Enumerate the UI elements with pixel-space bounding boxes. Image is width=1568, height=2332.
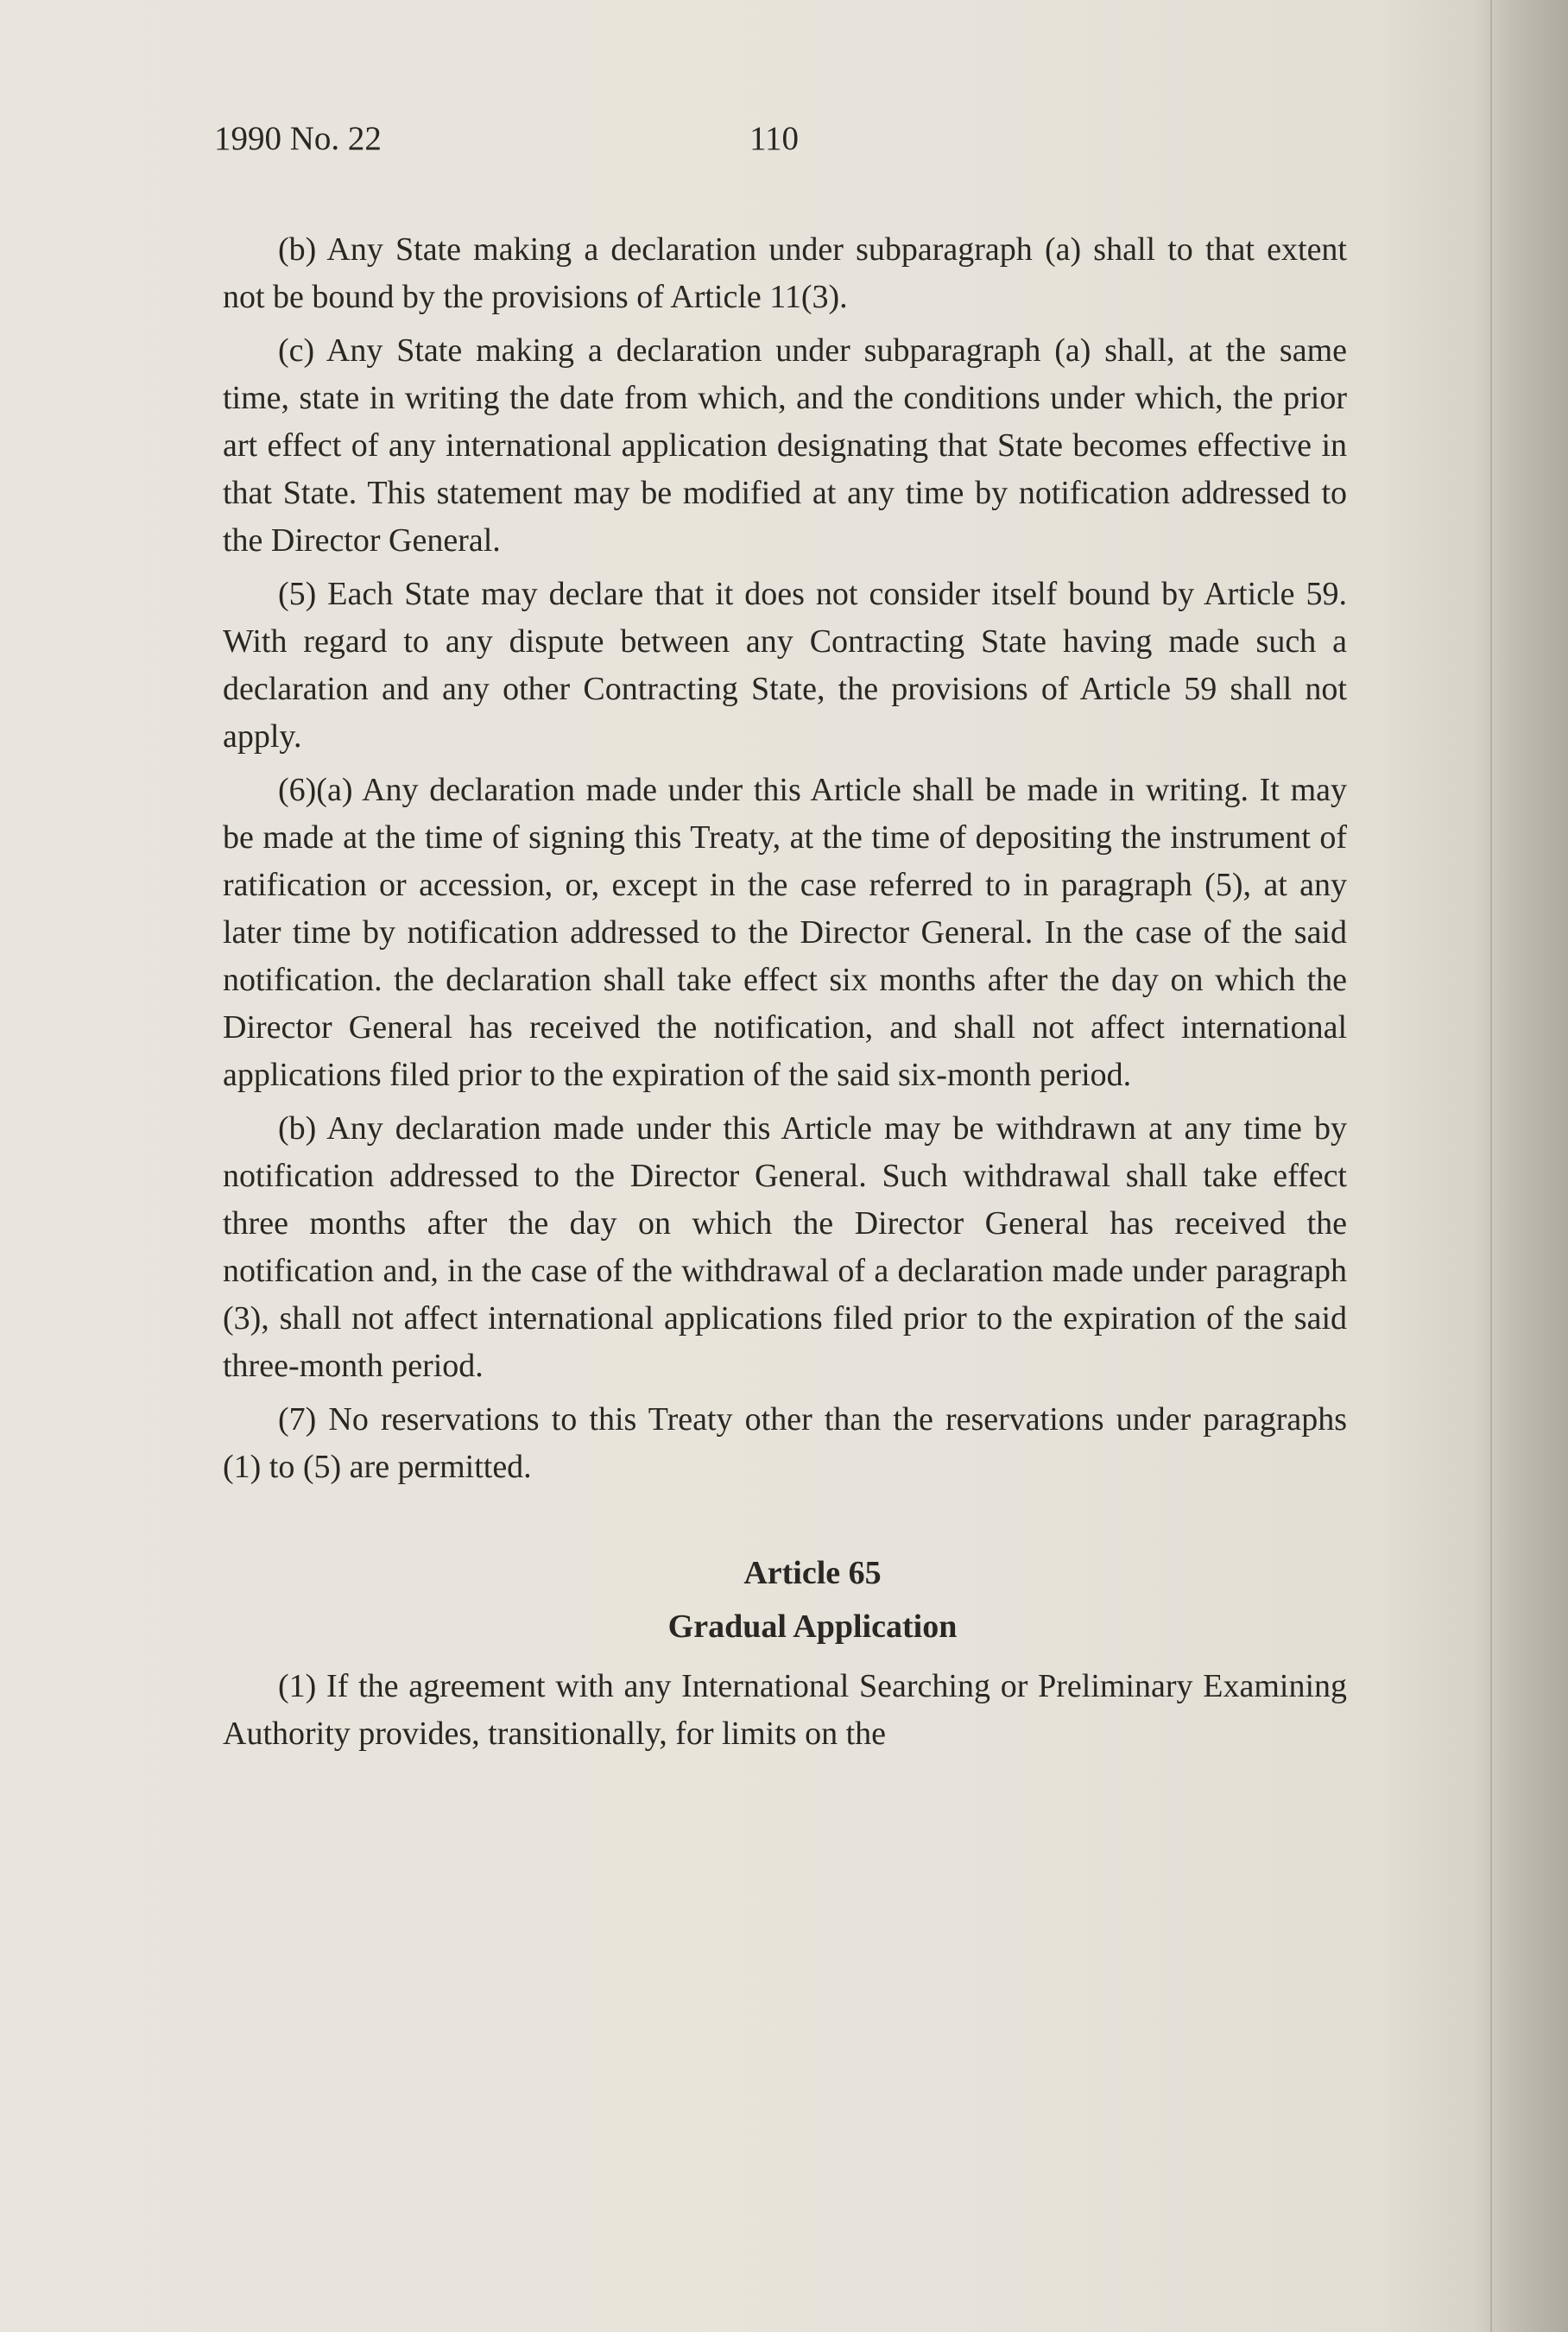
- paragraph-6a: (6)(a) Any declaration made under this Article shall be made in writing. It may be made at the time of signing this Treaty, at the time of depositing the instrument of ratification or accession, or, except in the case referred to in paragraph (5), at any later time by notification addressed to the Director General. In the case of the said notification. the declaration shall take effect six months after the day on which the Director General has received the notification, and shall not affect international applications filed prior to the expiration of the said six-month period.: [223, 772, 1347, 1093]
- article-65-paragraph-1: (1) If the agreement with any International Searching or Preliminary Examining Authority provides, transitionally, for limits on the: [223, 1668, 1347, 1752]
- paragraph-4b: (b) Any State making a declaration under subparagraph (a) shall to that extent not be bound by the provisions of Article 11(3).: [223, 231, 1347, 315]
- paragraph-4c: (c) Any State making a declaration under subparagraph (a) shall, at the same time, state in writing the date from which, and the conditions under which, the prior art effect of any international application designating that State becomes effective in that State. This statement may be modified at any time by notification addressed to the Director General.: [223, 332, 1347, 559]
- paragraph-7: (7) No reservations to this Treaty other than the reservations under paragraphs (1) to (5) are permitted.: [223, 1401, 1347, 1485]
- page-gutter-shadow: [1473, 0, 1568, 2332]
- page-header: [214, 119, 819, 162]
- article-subtitle: Gradual Application: [667, 1608, 958, 1645]
- article-title: Article 65: [743, 1555, 882, 1591]
- paragraph-6b: (b) Any declaration made under this Article may be withdrawn at any time by notification addressed to the Director General. Such withdrawal shall take effect three months after the day on which the Director General has received the notification and, in the case of the withdrawal of a declaration made under paragraph (3), shall not affect international applications filed prior to the expiration of the said three-month period.: [223, 1110, 1347, 1384]
- header-year-number: 1990 No. 22: [214, 120, 382, 157]
- page-number: 110: [749, 120, 800, 157]
- body-text: [223, 226, 1347, 1764]
- paragraph-5: (5) Each State may declare that it does not consider itself bound by Article 59. With regard to any dispute between any Contracting State having made such a declaration and any other Contracting State, the provisions of Article 59 shall not apply.: [223, 576, 1347, 755]
